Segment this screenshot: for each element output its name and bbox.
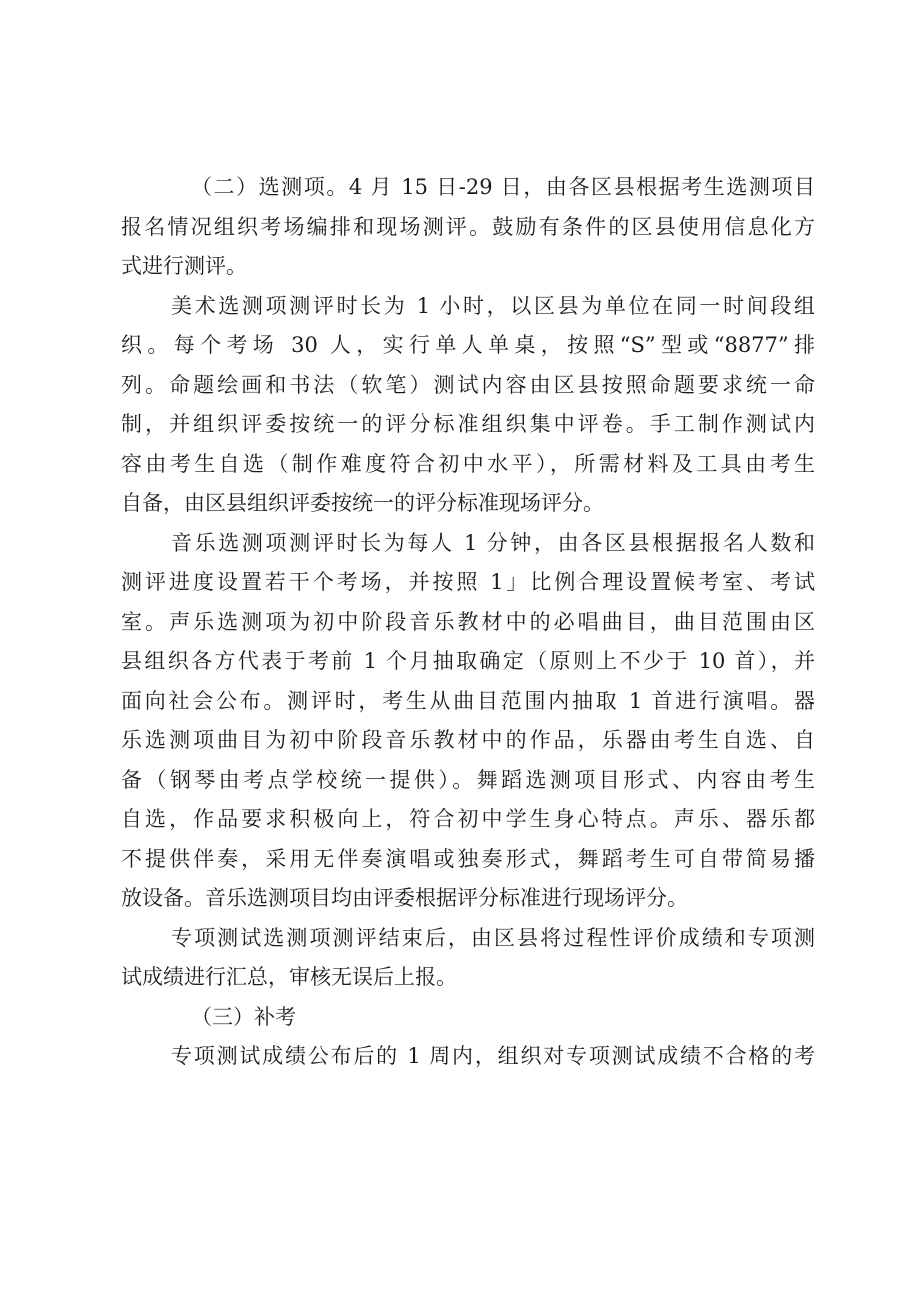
paragraph-line: 面向社会公布。测评时，考生从曲目范围内抽取 1 首进行演唱。器: [121, 688, 815, 713]
paragraph-line: 专项测试成绩公布后的 1 周内，组织对专项测试成绩不合格的考: [171, 1044, 815, 1068]
paragraph-line: 不提供伴奏，采用无伴奏演唱或独奏形式，舞蹈考生可自带简易播: [121, 846, 815, 871]
paragraph-line: 乐选测项曲目为初中阶段音乐教材中的作品，乐器由考生自选、自: [121, 728, 815, 752]
paragraph-line: 备（钢琴由考点学校统一提供）。舞蹈选测项目形式、内容由考生: [121, 767, 815, 792]
paragraph-line: 报名情况组织考场编排和现场测评。鼓励有条件的区县使用信息化方: [121, 214, 815, 239]
document-body: [121, 168, 815, 1077]
paragraph-line: 测评进度设置若干个考场，并按照 1」比例合理设置候考室、考试: [121, 570, 815, 594]
section-heading-2: （二）选测项。4 月 15 日-29 日，由各区县根据考生选测项目: [191, 175, 815, 199]
paragraph-line: 制，并组织评委按统一的评分标准组织集中评卷。手工制作测试内: [121, 412, 815, 436]
paragraph-line: 室。声乐选测项为初中阶段音乐教材中的必唱曲目，曲目范围由区: [121, 609, 815, 634]
paragraph-line: 列。命题绘画和书法（软笔）测试内容由区县按照命题要求统一命: [121, 372, 815, 397]
paragraph-line: 式进行测评。: [121, 254, 247, 278]
paragraph-line: 自备，由区县组织评委按统一的评分标准现场评分。: [121, 491, 604, 515]
section-heading-3: （三）补考: [191, 1004, 296, 1029]
paragraph-line: 美术选测项测评时长为 1 小时，以区县为单位在同一时间段组: [171, 293, 815, 318]
paragraph-line: 容由考生自选（制作难度符合初中水平），所需材料及工具由考生: [121, 451, 815, 476]
paragraph-line: 放设备。音乐选测项目均由评委根据评分标准进行现场评分。: [121, 886, 688, 910]
paragraph-line: 专项测试选测项测评结束后，由区县将过程性评价成绩和专项测: [171, 925, 815, 950]
paragraph-line: 试成绩进行汇总，审核无误后上报。: [121, 965, 457, 989]
paragraph-line: 自选，作品要求积极向上，符合初中学生身心特点。声乐、器乐都: [121, 807, 815, 831]
paragraph-line: 音乐选测项测评时长为每人 1 分钟，由各区县根据报名人数和: [171, 530, 815, 555]
paragraph-line: 县组织各方代表于考前 1 个月抽取确定（原则上不少于 10 首），并: [121, 649, 815, 673]
paragraph-line: 织。每个考场 30 人，实行单人单桌，按照“S”型或“8877”排: [121, 333, 815, 357]
